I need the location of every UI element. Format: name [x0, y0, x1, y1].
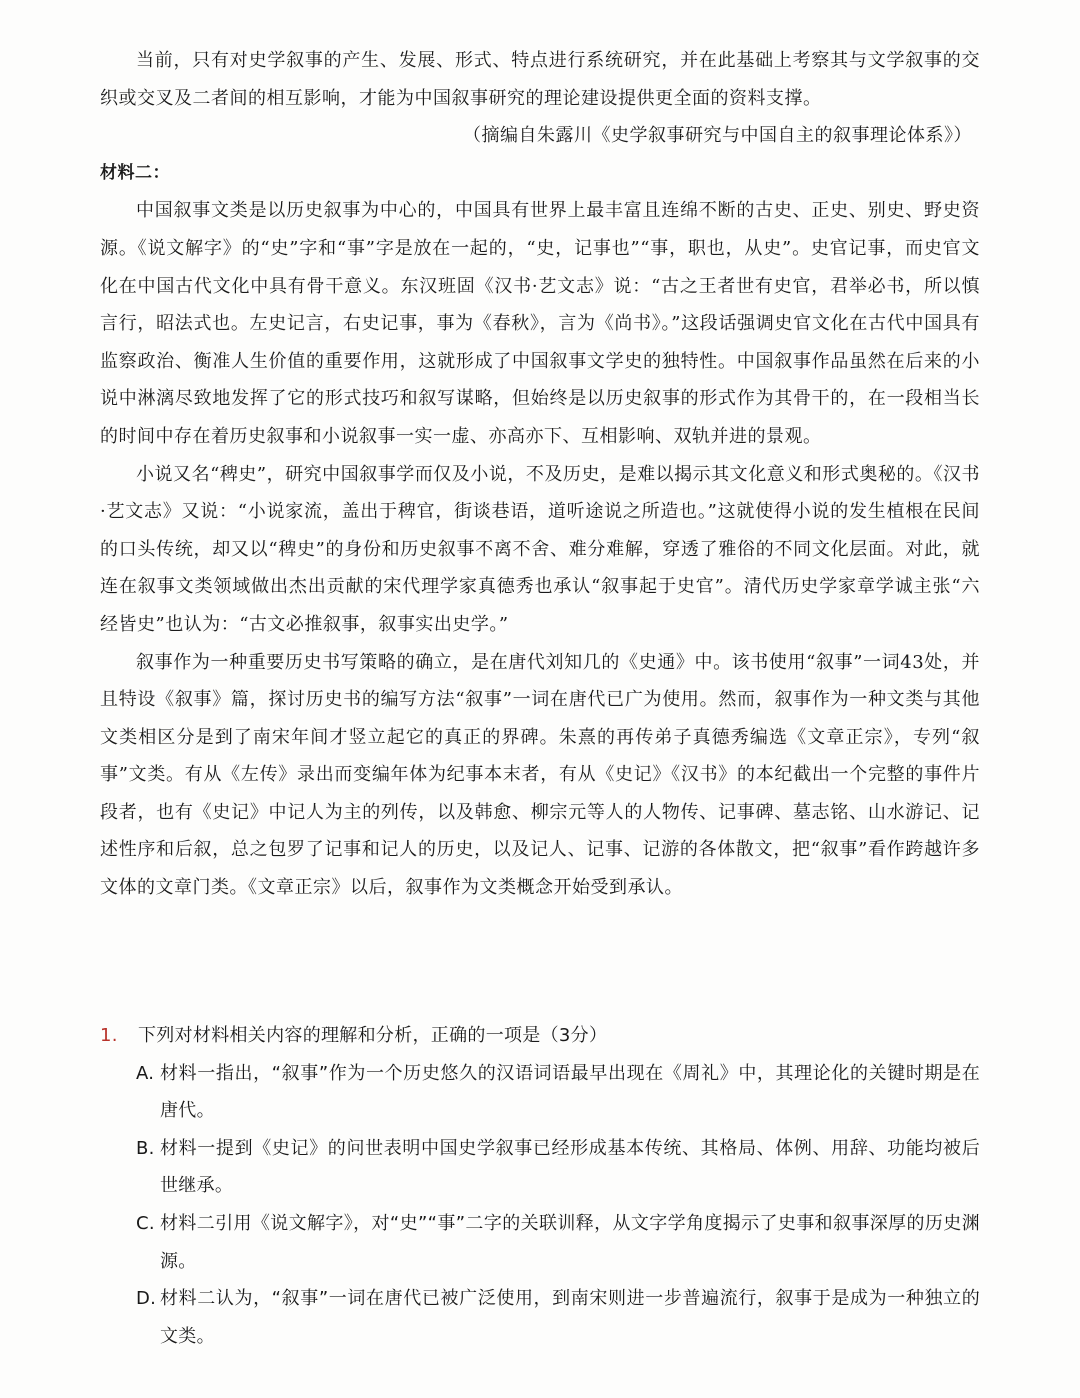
- intro-paragraph: 当前，只有对史学叙事的产生、发展、形式、特点进行系统研究，并在此基础上考察其与文学叙事的交织或交叉及二者间的相互影响，才能为中国叙事研究的理论建设提供更全面的资料支撑。: [100, 50, 980, 109]
- option-letter: D.: [136, 1288, 157, 1310]
- option-a[interactable]: [100, 1055, 980, 1130]
- option-letter: A.: [136, 1062, 155, 1084]
- question-block: [100, 1017, 980, 1355]
- option-c[interactable]: [100, 1205, 980, 1280]
- material-two-paragraph-1: 中国叙事文类是以历史叙事为中心的，中国具有世界上最丰富且连绵不断的古史、正史、别史、野史资源。《说文解字》的“史”字和“事”字是放在一起的，“史，记事也”“事，职也，从史”。史官记事，而史官文化在中国古代文化中具有骨干意义。东汉班固《汉书·艺文志》说：“古之王者世有史官，君举必书，所以慎言行，昭法式也。左史记言，右史记事，事为《春秋》，言为《尚书》。”这段话强调史官文化在古代中国具有监察政治、衡准人生价值的重要作用，这就形成了中国叙事文学史的独特性。中国叙事作品虽然在后来的小说中淋漓尽致地发挥了它的形式技巧和叙写谋略，但始终是以历史叙事的形式作为其骨干的，在一段相当长的时间中存在着历史叙事和小说叙事一实一虚、亦高亦下、互相影响、双轨并进的景观。: [100, 200, 980, 447]
- material-two-paragraph-3: 叙事作为一种重要历史书写策略的确立，是在唐代刘知几的《史通》中。该书使用“叙事”一词43处，并且特设《叙事》篇，探讨历史书的编写方法“叙事”一词在唐代已广为使用。然而，叙事作为一种文类与其他文类相区分是到了南宋年间才竖立起它的真正的界碑。朱熹的再传弟子真德秀编选《文章正宗》，专列“叙事”文类。有从《左传》录出而变编年体为纪事本末者，有从《史记》《汉书》的本纪截出一个完整的事件片段者，也有《史记》中记人为主的列传，以及韩愈、柳宗元等人的人物传、记事碑、墓志铭、山水游记、记述性序和后叙，总之包罗了记事和记人的历史，以及记人、记事、记游的各体散文，把“叙事”看作跨越许多文体的文章门类。《文章正宗》以后，叙事作为文类概念开始受到承认。: [100, 651, 980, 899]
- option-text: 材料二认为，“叙事”一词在唐代已被广泛使用，到南宋则进一步普遍流行，叙事于是成为一种独立的文类。: [160, 1288, 980, 1347]
- option-text: 材料二引用《说文解字》，对“史”“事”二字的关联训释，从文字学角度揭示了史事和叙事深厚的历史渊源。: [160, 1212, 980, 1272]
- option-text: 材料一指出，“叙事”作为一个历史悠久的汉语词语最早出现在《周礼》中，其理论化的关键时期是在唐代。: [160, 1062, 980, 1122]
- option-letter: C.: [136, 1212, 155, 1234]
- reading-passage: [100, 42, 980, 907]
- option-d[interactable]: [100, 1280, 980, 1355]
- material-two-paragraph-2: 小说又名“稗史”，研究中国叙事学而仅及小说，不及历史，是难以揭示其文化意义和形式奥秘的。《汉书·艺文志》又说：“小说家流，盖出于稗官，街谈巷语，道听途说之所造也。”这就使得小说的发生植根在民间的口头传统，却又以“稗史”的身份和历史叙事不离不舍、难分难解，穿透了雅俗的不同文化层面。对此，就连在叙事文类领域做出杰出贡献的宋代理学家真德秀也承认“叙事起于史官”。清代历史学家章学诚主张“六经皆史”也认为：“古文必推叙事，叙事实出史学。”: [100, 463, 980, 635]
- material-two-heading: 材料二：: [100, 162, 170, 183]
- question-number: 1.: [100, 1025, 118, 1046]
- question-stem-row: [100, 1017, 980, 1055]
- question-stem: 下列对材料相关内容的理解和分析，正确的一项是（3分）: [138, 1025, 608, 1046]
- option-letter: B.: [136, 1137, 155, 1159]
- option-b[interactable]: [100, 1130, 980, 1205]
- source-note: （摘编自朱露川《史学叙事研究与中国自主的叙事理论体系》）: [463, 125, 972, 147]
- option-text: 材料一提到《史记》的问世表明中国史学叙事已经形成基本传统、其格局、体例、用辞、功能均被后世继承。: [160, 1137, 980, 1197]
